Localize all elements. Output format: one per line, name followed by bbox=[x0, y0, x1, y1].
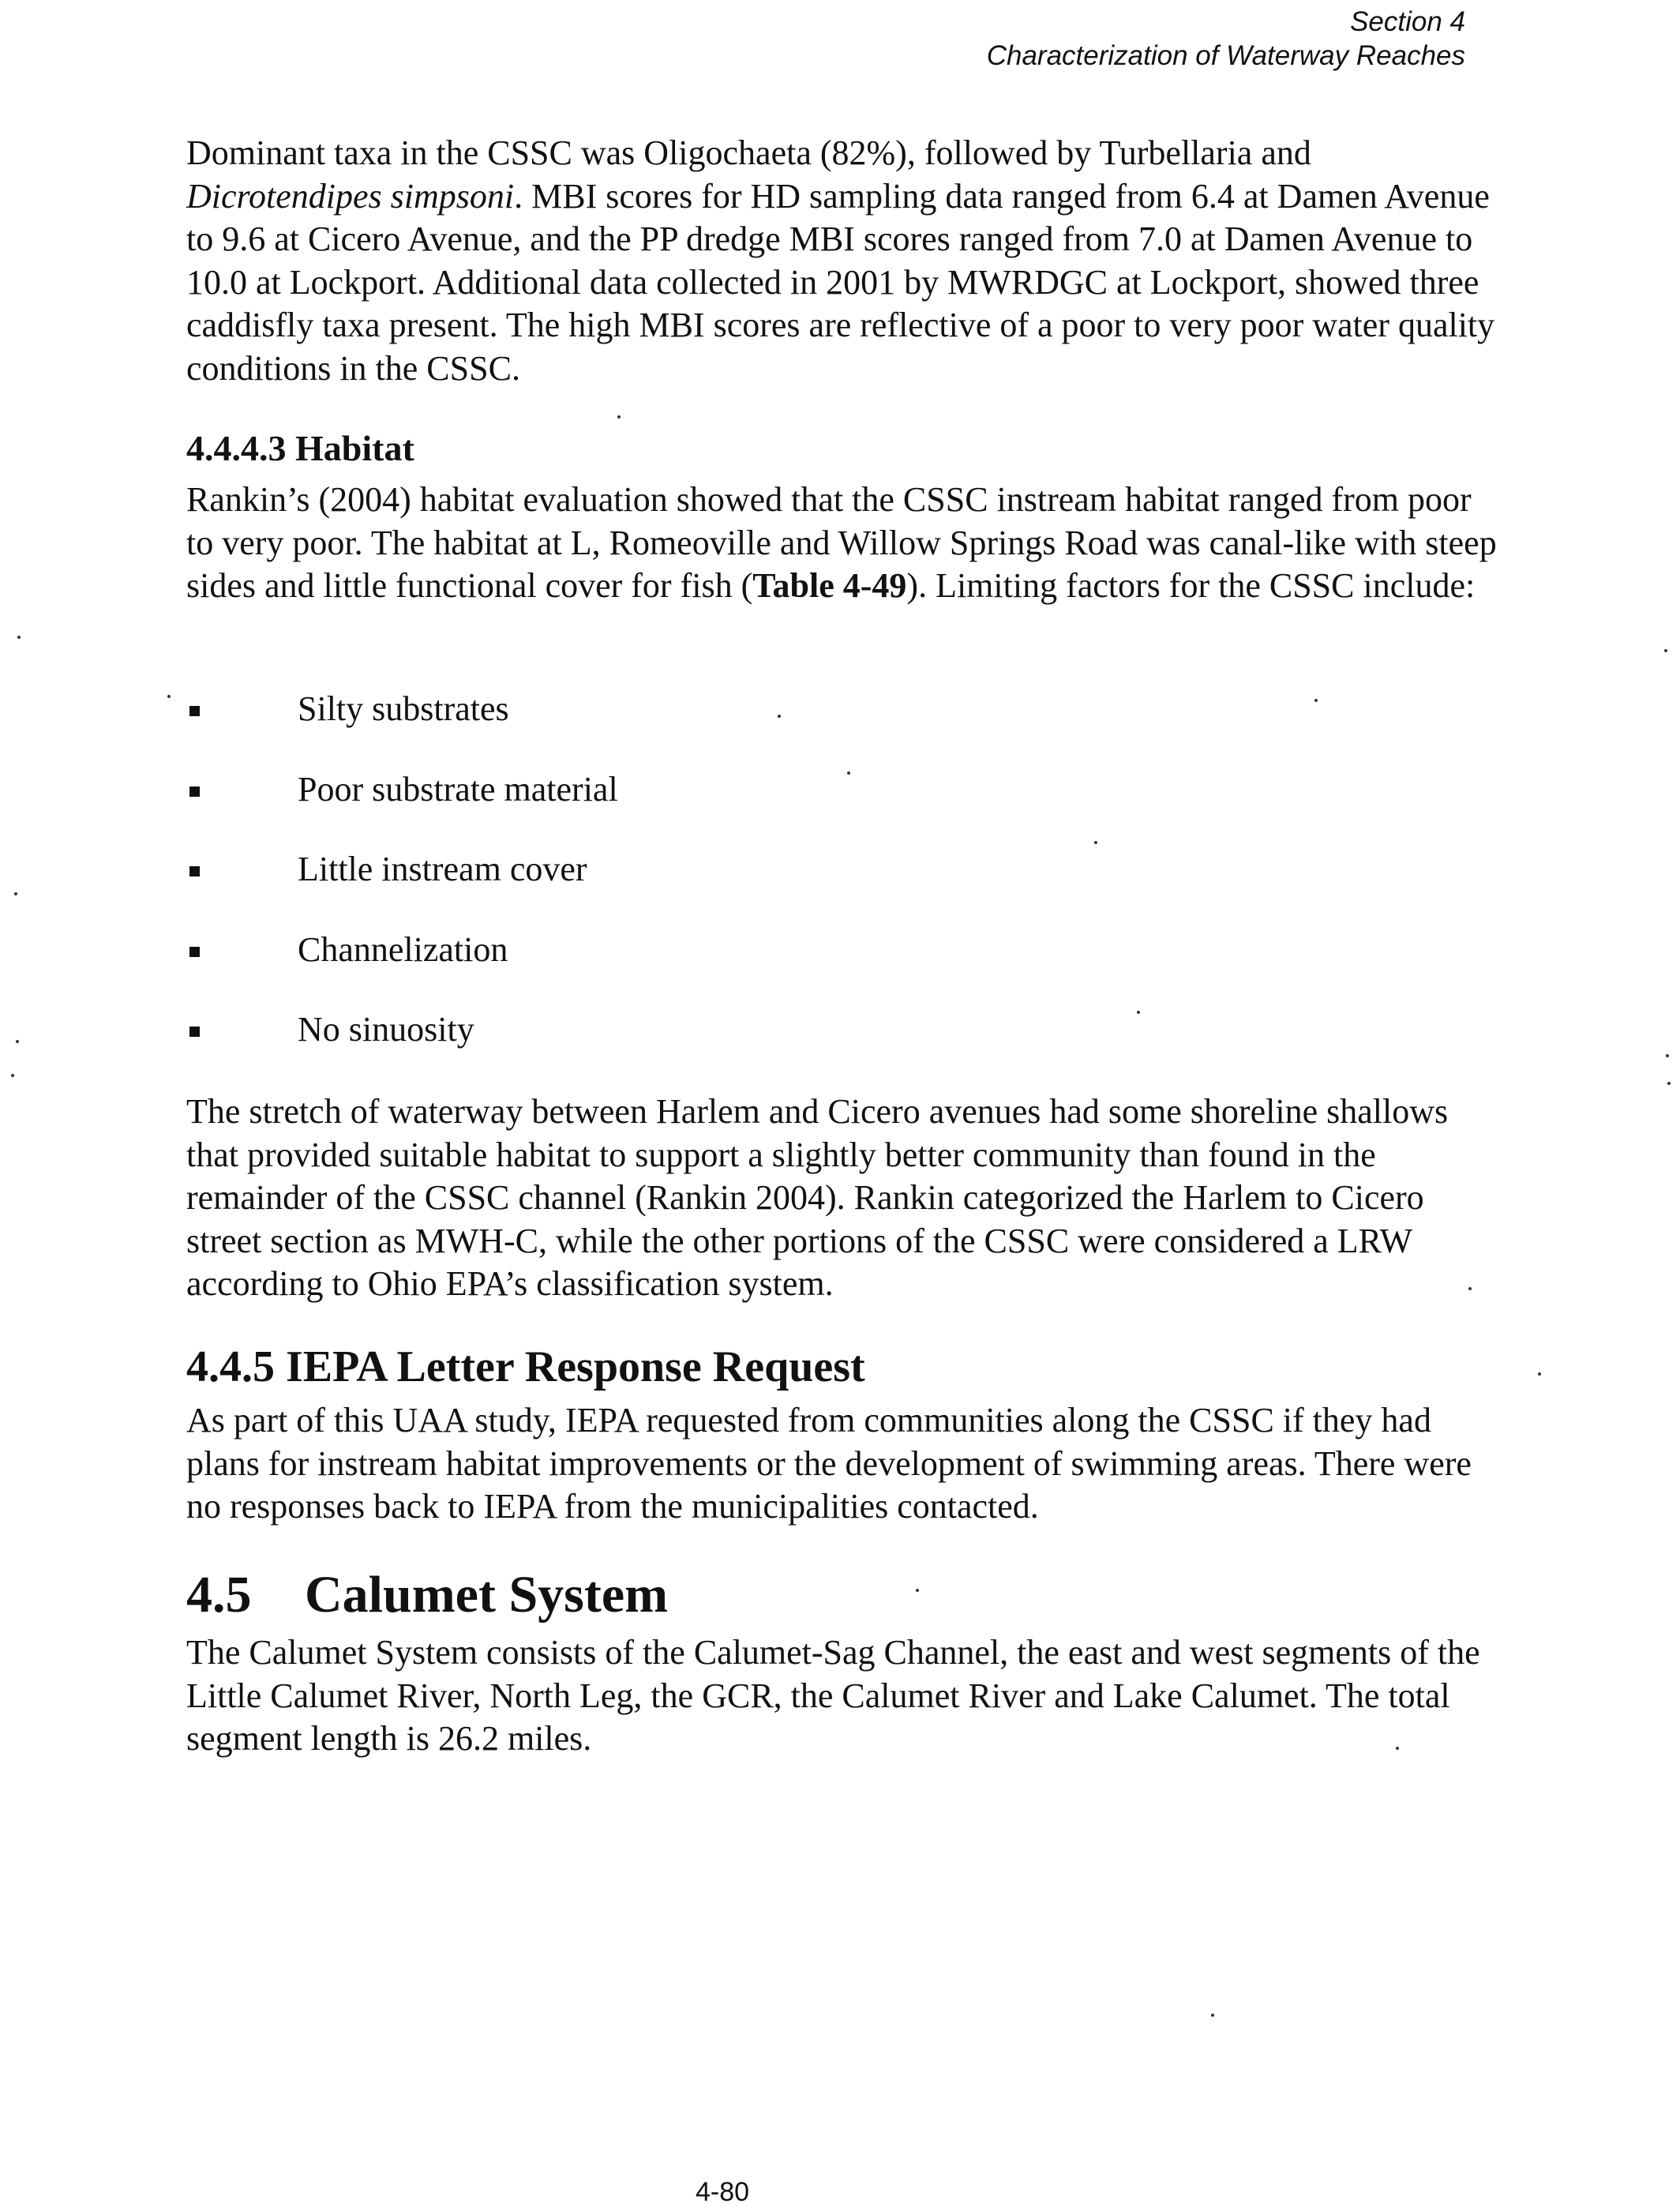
list-item-label: Channelization bbox=[298, 929, 508, 969]
section-number: 4.5 bbox=[186, 1566, 252, 1624]
scan-speck bbox=[1538, 1372, 1541, 1376]
scan-speck bbox=[1666, 1054, 1669, 1057]
bullet-square-icon bbox=[189, 947, 200, 957]
list-item-label: Silty substrates bbox=[298, 689, 509, 728]
shoreline-paragraph: The stretch of waterway between Harlem and Cicero avenues had some shoreline shallows that provided suitable habitat to support a slightly better community than found in the remainder of the CSSC channel (Rankin 2004). Rankin categorized the Harlem to Cicero street section as MWH-C, while the other portions of the CSSC were considered a LRW according to Ohio EPA’s classification system. bbox=[186, 1092, 1449, 1304]
calumet-paragraph: The Calumet System consists of the Calumet-Sag Channel, the east and west segments of the Little Calumet River, North Leg, the GCR, the Calumet River and Lake Calumet. The total segment length is 26.2 miles. bbox=[186, 1633, 1480, 1759]
scan-speck bbox=[11, 1074, 14, 1077]
scan-speck bbox=[1094, 841, 1097, 844]
iepa-paragraph: As part of this UAA study, IEPA requested from communities along the CSSC if they had plans for instream habitat improvements or the development of swimming areas. There were no responses back to IEPA from the municipalities contacted. bbox=[186, 1401, 1472, 1526]
list-item-label: Little instream cover bbox=[298, 850, 587, 888]
header-section: Section 4 bbox=[1350, 6, 1465, 37]
scan-speck bbox=[778, 715, 781, 718]
scan-speck bbox=[617, 415, 621, 419]
page-header bbox=[987, 5, 1465, 73]
taxon-name: Dicrotendipes simpsoni bbox=[186, 176, 515, 216]
table-reference: Table 4-49 bbox=[752, 566, 907, 606]
intro-text-end: . MBI scores for HD sampling data ranged from 6.4 at Damen Avenue to 9.6 at Cicero Avenue, and the PP dredge MBI scores ranged from 7.0 at Damen Avenue to 10.0 at Lockport. Additional data collected in 2001 by MWRDGC at Lockport, showed three caddisfly taxa present. The high MBI scores are reflective of a poor to very poor water quality conditions in the CSSC. bbox=[186, 176, 1495, 388]
scan-speck bbox=[1314, 699, 1318, 702]
scan-speck bbox=[1137, 1011, 1140, 1014]
scan-speck bbox=[14, 892, 17, 895]
scan-speck bbox=[1667, 1082, 1671, 1085]
scan-speck bbox=[1664, 649, 1667, 652]
habitat-text-start: Rankin’s (2004) habitat evaluation showed that the CSSC instream habitat ranged from poor to very poor. The habitat at L, Romeoville and Willow Springs Road was canal-like with steep sides and little functional cover for fish ( bbox=[186, 480, 1497, 606]
scan-speck bbox=[17, 636, 21, 639]
list-item-label: Poor substrate material bbox=[298, 769, 618, 809]
habitat-heading: 4.4.4.3 Habitat bbox=[186, 428, 414, 468]
scan-speck bbox=[1468, 1287, 1472, 1290]
header-title: Characterization of Waterway Reaches bbox=[986, 40, 1465, 71]
bullet-square-icon bbox=[189, 786, 200, 797]
scan-speck bbox=[1211, 2014, 1214, 2017]
section-title: Calumet System bbox=[305, 1566, 669, 1624]
bullet-square-icon bbox=[189, 866, 200, 877]
list-item-label: No sinuosity bbox=[298, 1010, 474, 1049]
calumet-heading bbox=[186, 1565, 668, 1625]
intro-text-start: Dominant taxa in the CSSC was Oligochaeta (82%), followed by Turbellaria and bbox=[186, 133, 1311, 172]
page-number: 4-80 bbox=[695, 2177, 750, 2207]
scan-speck bbox=[1396, 1747, 1399, 1750]
bullet-square-icon bbox=[189, 706, 200, 716]
scan-speck bbox=[167, 695, 171, 698]
habitat-paragraph bbox=[186, 479, 1497, 608]
scan-speck bbox=[16, 1040, 19, 1043]
intro-paragraph bbox=[186, 132, 1497, 391]
iepa-heading: 4.4.5 IEPA Letter Response Request bbox=[186, 1342, 865, 1391]
habitat-text-end: ). Limiting factors for the CSSC include: bbox=[906, 566, 1476, 606]
scan-speck bbox=[847, 771, 850, 775]
scan-speck bbox=[916, 1589, 919, 1592]
bullet-square-icon bbox=[189, 1027, 200, 1037]
